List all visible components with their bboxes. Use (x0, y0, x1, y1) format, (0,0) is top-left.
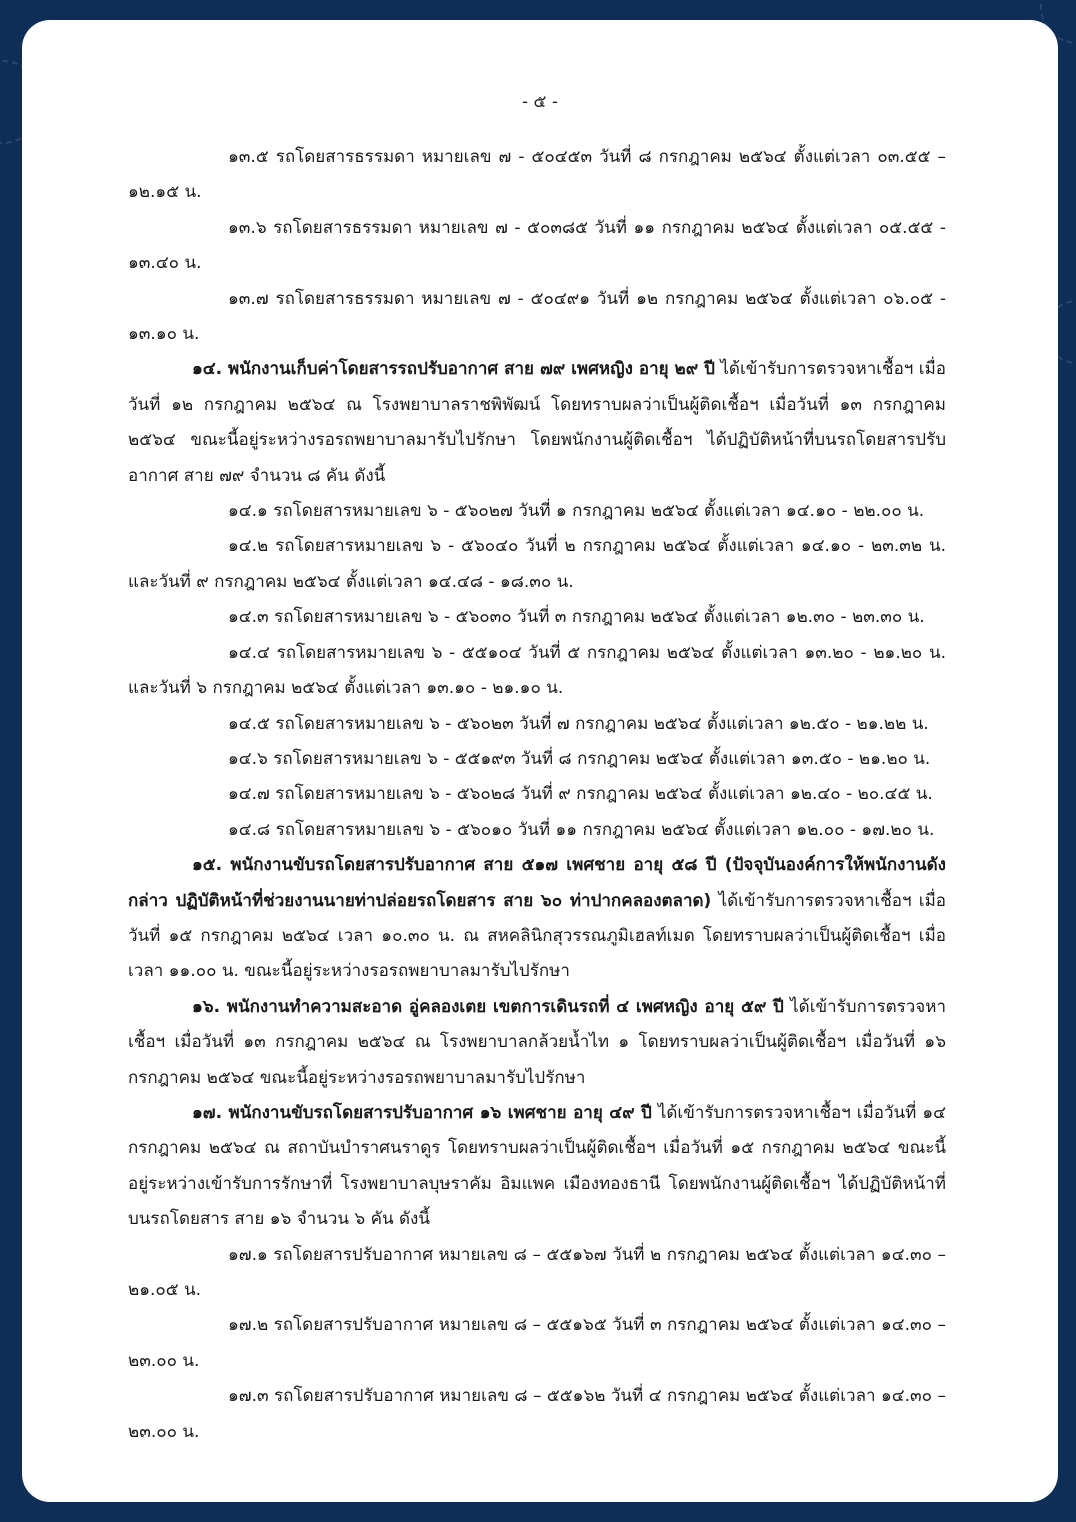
paragraph-heading: ๑๕. พนักงานขับรถโดยสารปรับอากาศ สาย ๕๑๗ เพศชาย อายุ ๕๘ ปี (ปัจจุบันองค์การให้พนักงานดังกล่าว ปฏิบัติหน้าที่ช่วยงานนายท่าปล่อยรถโดยสาร สาย ๖๐ ท่าปากคลองตลาด) (128, 855, 946, 911)
paragraph-text: ได้เข้ารับการตรวจหาเชื้อฯ เมื่อวันที่ ๑๔ กรกฎาคม ๒๕๖๔ ณ สถาบันบำราศนราดูร โดยทราบผลว่าเป็นผู้ติดเชื้อฯ เมื่อวันที่ ๑๕ กรกฎาคม ๒๕๖๔ ขณะนี้อยู่ระหว่างเข้ารับการรักษาที่ โรงพยาบาลบุษราคัม อิมแพค เมืองทองธานี โดยพนักงานผู้ติดเชื้อฯ ได้ปฏิบัติหน้าที่บนรถโดยสาร สาย ๑๖ จำนวน ๖ คัน ดังนี้ (128, 1102, 946, 1230)
list-item: ๑๔.๕ รถโดยสารหมายเลข ๖ - ๕๖๐๒๓ วันที่ ๗ กรกฎาคม ๒๕๖๔ ตั้งแต่เวลา ๑๒.๕๐ - ๒๑.๒๒ น. (228, 713, 929, 734)
paragraph-heading: ๑๗. พนักงานขับรถโดยสารปรับอากาศ ๑๖ เพศชาย อายุ ๔๙ ปี (192, 1102, 652, 1123)
list-item: ๑๔.๑ รถโดยสารหมายเลข ๖ - ๕๖๐๒๗ วันที่ ๑ กรกฎาคม ๒๕๖๔ ตั้งแต่เวลา ๑๔.๑๐ - ๒๒.๐๐ น. (228, 501, 925, 522)
paragraph-heading: ๑๖. พนักงานทำความสะอาด อู่คลองเตย เขตการเดินรถที่ ๔ เพศหญิง อายุ ๕๙ ปี (192, 996, 784, 1017)
list-item: ๑๗.๓ รถโดยสารปรับอากาศ หมายเลข ๘ – ๕๕๑๖๒ วันที่ ๔ กรกฎาคม ๒๕๖๔ ตั้งแต่เวลา ๑๔.๓๐ – ๒๓.๐๐ น. (128, 1386, 946, 1442)
list-item: ๑๔.๒ รถโดยสารหมายเลข ๖ - ๕๖๐๔๐ วันที่ ๒ กรกฎาคม ๒๕๖๔ ตั้งแต่เวลา ๑๔.๑๐ - ๒๓.๓๒ น. และวันที่ ๙ กรกฎาคม ๒๕๖๔ ตั้งแต่เวลา ๑๔.๔๘ - ๑๘.๓๐ น. (128, 536, 946, 592)
paragraph-heading: ๑๔. พนักงานเก็บค่าโดยสารรถปรับอากาศ สาย ๗๙ เพศหญิง อายุ ๒๙ ปี (192, 359, 715, 380)
list-item: ๑๔.๖ รถโดยสารหมายเลข ๖ - ๕๕๑๙๓ วันที่ ๘ กรกฎาคม ๒๕๖๔ ตั้งแต่เวลา ๑๓.๕๐ - ๒๑.๒๐ น. (228, 748, 931, 769)
list-item: ๑๗.๑ รถโดยสารปรับอากาศ หมายเลข ๘ – ๕๕๑๖๗ วันที่ ๒ กรกฎาคม ๒๕๖๔ ตั้งแต่เวลา ๑๔.๓๐ – ๒๑.๐๕ น. (128, 1244, 946, 1300)
list-item: ๑๓.๗ รถโดยสารธรรมดา หมายเลข ๗ - ๕๐๔๙๑ วันที่ ๑๒ กรกฎาคม ๒๕๖๔ ตั้งแต่เวลา ๐๖.๐๕ - ๑๓.๑๐ น. (128, 288, 946, 345)
list-item: ๑๗.๒ รถโดยสารปรับอากาศ หมายเลข ๘ – ๕๕๑๖๕ วันที่ ๓ กรกฎาคม ๒๕๖๔ ตั้งแต่เวลา ๑๔.๓๐ – ๒๓.๐๐ น. (128, 1315, 946, 1371)
paragraph-15 (128, 848, 946, 990)
list-item: ๑๓.๖ รถโดยสารธรรมดา หมายเลข ๗ - ๕๐๓๘๕ วันที่ ๑๑ กรกฎาคม ๒๕๖๔ ตั้งแต่เวลา ๐๕.๕๕ - ๑๓.๔๐ น. (128, 217, 946, 274)
list-item: ๑๔.๘ รถโดยสารหมายเลข ๖ - ๕๖๐๑๐ วันที่ ๑๑ กรกฎาคม ๒๕๖๔ ตั้งแต่เวลา ๑๒.๐๐ - ๑๗.๒๐ น. (228, 819, 935, 840)
paragraph-16 (128, 990, 946, 1096)
paragraph-text: ได้เข้ารับการตรวจหาเชื้อฯ เมื่อวันที่ ๑๒ กรกฎาคม ๒๕๖๔ ณ โรงพยาบาลราชพิพัฒน์ โดยทราบผลว่าเป็นผู้ติดเชื้อฯ เมื่อวันที่ ๑๓ กรกฎาคม ๒๕๖๔ ขณะนี้อยู่ระหว่างรอรถพยาบาลมารับไปรักษา โดยพนักงานผู้ติดเชื้อฯ ได้ปฏิบัติหน้าที่บนรถโดยสารปรับอากาศ สาย ๗๙ จำนวน ๘ คัน ดังนี้ (128, 359, 947, 486)
list-item: ๑๔.๔ รถโดยสารหมายเลข ๖ - ๕๕๑๐๔ วันที่ ๕ กรกฎาคม ๒๕๖๔ ตั้งแต่เวลา ๑๓.๒๐ - ๒๑.๒๐ น. และวันที่ ๖ กรกฎาคม ๒๕๖๔ ตั้งแต่เวลา ๑๓.๑๐ - ๒๑.๑๐ น. (128, 642, 946, 699)
document-page (22, 20, 1058, 1502)
paragraph-14 (128, 352, 946, 494)
paragraph-17 (128, 1096, 946, 1238)
document-body (128, 140, 946, 1450)
list-item: ๑๔.๓ รถโดยสารหมายเลข ๖ - ๕๖๐๓๐ วันที่ ๓ กรกฎาคม ๒๕๖๔ ตั้งแต่เวลา ๑๒.๓๐ - ๒๓.๓๐ น. (228, 607, 925, 628)
list-item: ๑๔.๗ รถโดยสารหมายเลข ๖ - ๕๖๐๒๘ วันที่ ๙ กรกฎาคม ๒๕๖๔ ตั้งแต่เวลา ๑๒.๔๐ - ๒๐.๔๕ น. (228, 784, 933, 805)
list-item: ๑๓.๕ รถโดยสารธรรมดา หมายเลข ๗ - ๕๐๔๕๓ วันที่ ๘ กรกฎาคม ๒๕๖๔ ตั้งแต่เวลา ๐๓.๕๕ – ๑๒.๑๕ น. (128, 147, 946, 203)
paragraph-text: ได้เข้ารับการตรวจหาเชื้อฯ เมื่อวันที่ ๑๕ กรกฎาคม ๒๕๖๔ เวลา ๑๐.๓๐ น. ณ สหคลินิกสุวรรณภูมิเฮลท์เมด โดยทราบผลว่าเป็นผู้ติดเชื้อฯ เมื่อเวลา ๑๑.๐๐ น. ขณะนี้อยู่ระหว่างรอรถพยาบาลมารับไปรักษา (128, 890, 946, 982)
paragraph-text: ได้เข้ารับการตรวจหาเชื้อฯ เมื่อวันที่ ๑๓ กรกฎาคม ๒๕๖๔ ณ โรงพยาบาลกล้วยน้ำไท ๑ โดยทราบผลว่าเป็นผู้ติดเชื้อฯ เมื่อวันที่ ๑๖ กรกฎาคม ๒๕๖๔ ขณะนี้อยู่ระหว่างรอรถพยาบาลมารับไปรักษา (128, 996, 947, 1088)
page-number: - ๕ - (522, 92, 558, 112)
